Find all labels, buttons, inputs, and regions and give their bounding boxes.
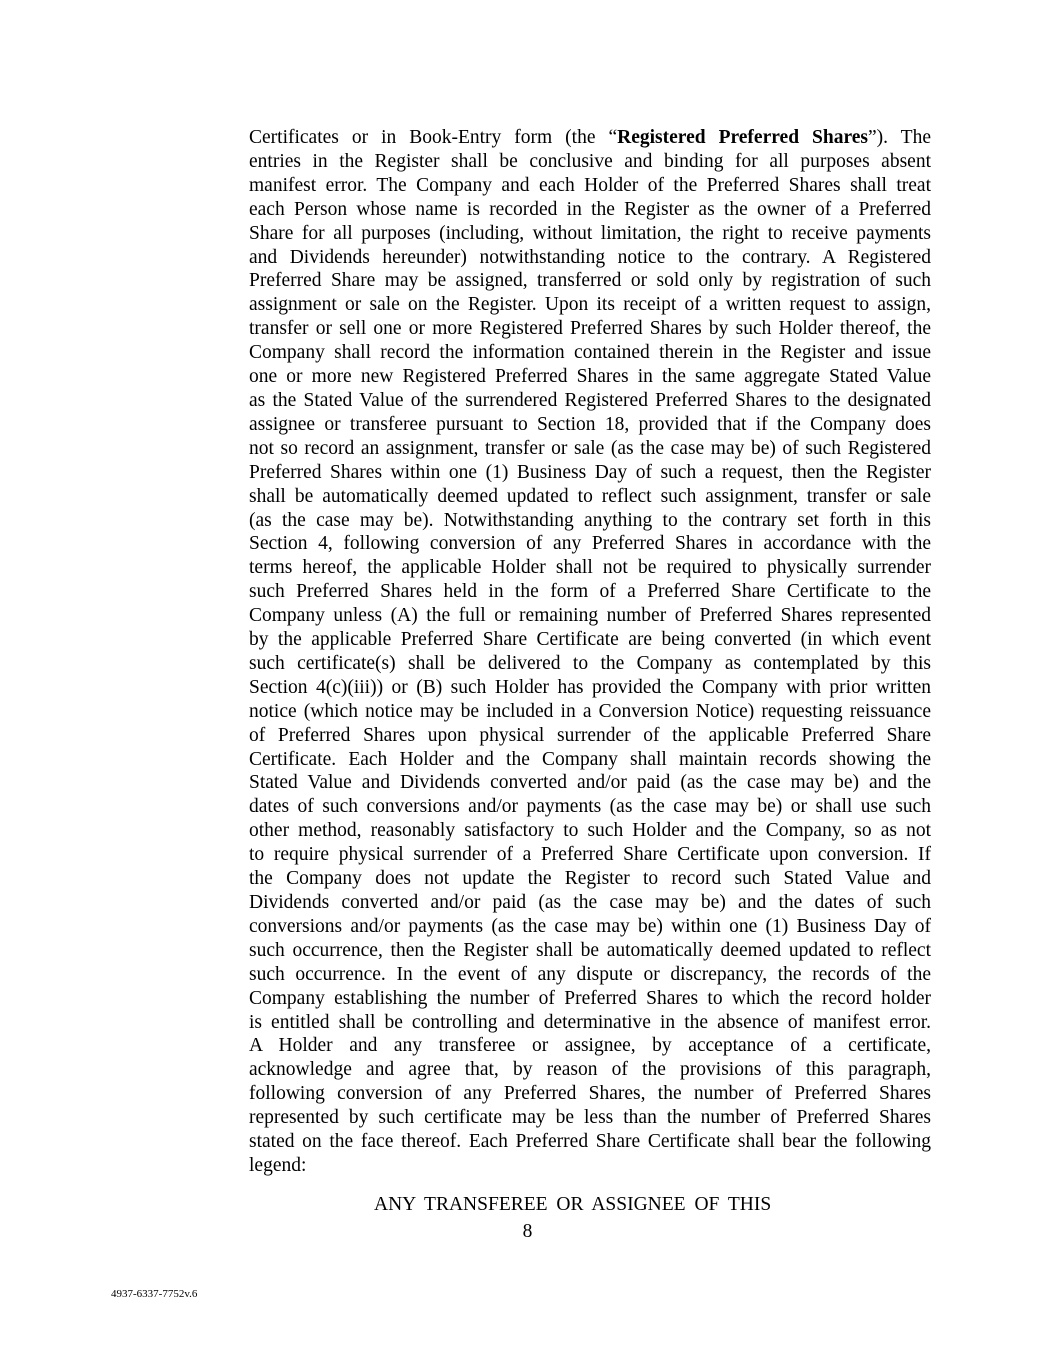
body-line: and Dividends hereunder) notwithstanding notice to the contrary. A Registered: [249, 246, 931, 268]
body-paragraph: [249, 126, 931, 1178]
body-line: acknowledge and agree that, by reason of the provisions of this paragraph,: [249, 1059, 931, 1081]
body-line: not so record an assignment, transfer or sale (as the case may be) of such Registered: [249, 437, 931, 459]
body-line: Certificate. Each Holder and the Company shall maintain records showing the: [249, 748, 931, 770]
body-line: notice (which notice may be included in a Conversion Notice) requesting reissuance: [249, 700, 931, 722]
body-line: as the Stated Value of the surrendered Registered Preferred Shares to the designated: [249, 389, 931, 411]
defined-term: Registered Preferred Shares: [617, 127, 869, 148]
body-line: is entitled shall be controlling and determinative in the absence of manifest error.: [249, 1011, 931, 1033]
body-line: Preferred Shares within one (1) Business Day of such a request, then the Register: [249, 461, 931, 483]
body-line: Company shall record the information contained therein in the Register and issue: [249, 342, 931, 364]
body-line: shall be automatically deemed updated to reflect such assignment, transfer or sale: [249, 485, 931, 507]
body-line: the Company does not update the Register to record such Stated Value and: [249, 868, 931, 890]
body-line: Section 4, following conversion of any Preferred Shares in accordance with the: [249, 533, 931, 555]
body-line: each Person whose name is recorded in the Register as the owner of a Preferred: [249, 198, 931, 220]
body-line: assignment or sale on the Register. Upon its receipt of a written request to assign,: [249, 294, 931, 316]
body-line: to require physical surrender of a Preferred Share Certificate upon conversion. If: [249, 844, 931, 866]
body-line: such Preferred Shares held in the form of a Preferred Share Certificate to the: [249, 581, 931, 603]
body-line: stated on the face thereof. Each Preferred Share Certificate shall bear the following: [249, 1131, 931, 1153]
body-line: Certificates or in Book-Entry form (the “Registered Preferred Shares”). The: [249, 127, 931, 148]
body-line: Company unless (A) the full or remaining number of Preferred Shares represented: [249, 605, 931, 627]
body-line: Share for all purposes (including, without limitation, the right to receive payments: [249, 222, 931, 244]
body-line: transfer or sell one or more Registered Preferred Shares by such Holder thereof, the: [249, 318, 931, 340]
body-line: by the applicable Preferred Share Certificate are being converted (in which event: [249, 629, 931, 651]
body-line: represented by such certificate may be less than the number of Preferred Shares: [249, 1107, 931, 1129]
body-line: assignee or transferee pursuant to Section 18, provided that if the Company does: [249, 413, 931, 435]
document-id: 4937-6337-7752v.6: [111, 1288, 198, 1300]
body-line: legend:: [249, 1154, 307, 1176]
body-line: A Holder and any transferee or assignee, by acceptance of a certificate,: [249, 1035, 931, 1057]
body-line: entries in the Register shall be conclusive and binding for all purposes absent: [249, 150, 931, 172]
body-line: Company establishing the number of Preferred Shares to which the record holder: [249, 987, 931, 1009]
body-line: Preferred Share may be assigned, transferred or sold only by registration of such: [249, 270, 931, 292]
body-line: such certificate(s) shall be delivered to the Company as contemplated by this: [249, 652, 931, 674]
body-line: of Preferred Shares upon physical surrender of the applicable Preferred Share: [249, 724, 931, 746]
body-line: manifest error. The Company and each Holder of the Preferred Shares shall treat: [249, 174, 931, 196]
body-line: other method, reasonably satisfactory to such Holder and the Company, so as not: [249, 820, 931, 842]
body-line: dates of such conversions and/or payments (as the case may be) or shall use such: [249, 796, 931, 818]
body-line: Section 4(c)(iii)) or (B) such Holder has provided the Company with prior written: [249, 676, 931, 698]
body-line: following conversion of any Preferred Shares, the number of Preferred Shares: [249, 1083, 931, 1105]
body-line: terms hereof, the applicable Holder shall not be required to physically surrender: [249, 557, 931, 579]
body-line: one or more new Registered Preferred Shares in the same aggregate Stated Value: [249, 366, 931, 388]
body-line: (as the case may be). Notwithstanding anything to the contrary set forth in this: [249, 509, 931, 531]
legend-text: ANY TRANSFEREE OR ASSIGNEE OF THIS: [374, 1194, 772, 1215]
page-number: 8: [522, 1221, 533, 1242]
body-line: Dividends converted and/or paid (as the case may be) and the dates of such: [249, 892, 931, 913]
body-line: conversions and/or payments (as the case may be) within one (1) Business Day of: [249, 915, 931, 937]
body-line: such occurrence, then the Register shall be automatically deemed updated to reflect: [249, 939, 931, 961]
body-line: Stated Value and Dividends converted and/or paid (as the case may be) and the: [249, 772, 931, 794]
body-line: such occurrence. In the event of any dispute or discrepancy, the records of the: [249, 963, 931, 985]
